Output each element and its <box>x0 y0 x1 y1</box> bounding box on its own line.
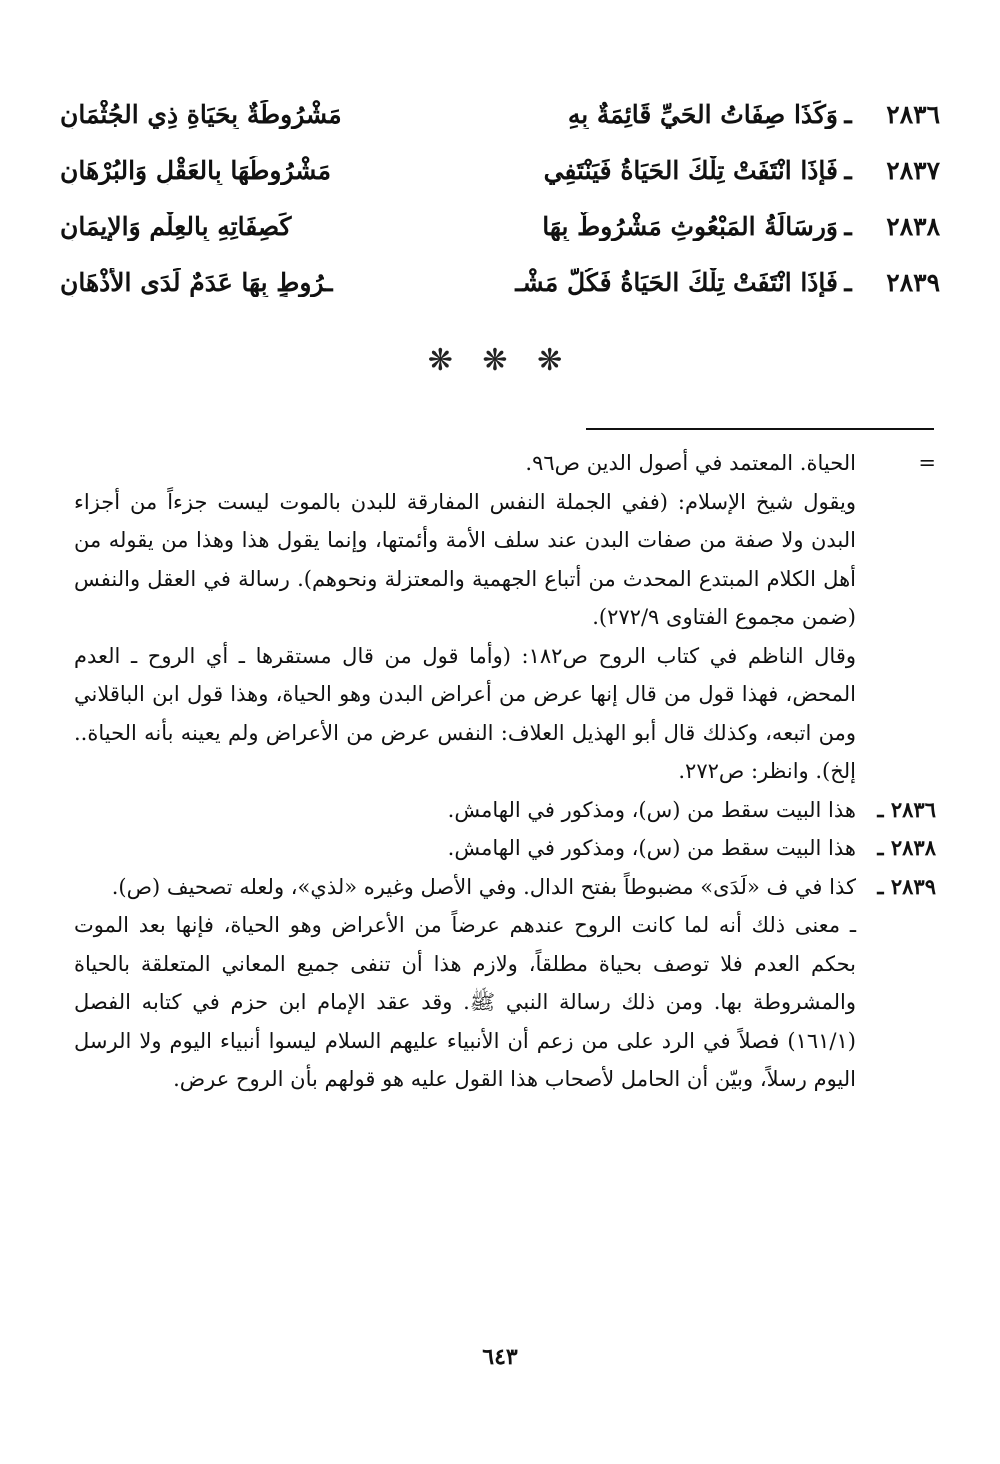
continuation-marker: = <box>918 451 936 475</box>
verse-dash: ـ <box>844 156 852 185</box>
first-hemistich: وَكَذَا صِفَاتُ الحَيِّ قَائِمَةٌ بِهِ <box>567 100 838 129</box>
first-hemistich: فَإِذَا انْتَفَتْ تِلْكَ الحَيَاةُ فَيَنْتَفِي <box>543 156 838 185</box>
footnote-text: ـ معنى ذلك أنه لما كانت الروح عندهم عرضاً من الأعراض وهو الحياة، فإنها بعد الموت بحكم العدم فلا توصف بحياة مطلقاً، ولازم هذا أن تنفى جميع المعاني المتعلقة بالحياة والمشروطة بها. ومن ذلك رسالة النبي ﷺ. وقد عقد الإمام ابن حزم في كتابه الفصل (١٦١/١) فصلاً في الرد على من زعم أن الأنبياء عليهم السلام ليسوا أنبياء اليوم ولا الرسل اليوم رسلاً، وبيّن أن الحامل لأصحاب هذا القول عليه هو قولهم بأن الروح عرض. <box>74 913 856 1091</box>
verse-dash: ـ <box>844 212 852 241</box>
footnote <box>74 444 936 483</box>
footnote-separator-rule <box>586 428 934 430</box>
footnote-text: وقال الناظم في كتاب الروح ص١٨٢: (وأما قول من قال مستقرها ـ أي الروح ـ العدم المحض، فهذا قول من قال إنها عرض من أعراض البدن وهو الحياة، وهذا قول ابن الباقلاني ومن اتبعه، وكذلك قال أبو الهذيل العلاف: النفس عرض من الأعراض ولم يعينه بأنه الحياة.. إلخ). وانظر: ص٢٧٢. <box>74 643 856 783</box>
page-number: ٦٤٣ <box>482 1344 518 1370</box>
verse-number: ٢٨٣٦ <box>886 100 940 129</box>
second-hemistich: كَصِفَاتِهِ بِالعِلْمِ وَالإِيمَانِ <box>60 212 292 241</box>
footnote <box>74 637 936 791</box>
second-hemistich: مَشْرُوطُهَا بِالعَقْلِ وَالبُرْهَانِ <box>60 156 331 185</box>
verse-number: ٢٨٣٧ <box>886 156 940 185</box>
second-hemistich: مَشْرُوطَةٌ بِحَيَاةِ ذِي الجُثْمَانِ <box>60 100 342 129</box>
footnote <box>74 483 936 637</box>
footnote-verse-number: ٢٨٣٨ ـ <box>877 835 936 860</box>
verse-number: ٢٨٣٨ <box>886 212 940 241</box>
section-separator-stars: ❋ ❋ ❋ <box>427 343 573 378</box>
footnote <box>74 906 936 1099</box>
footnote-verse-number: ٢٨٣٩ ـ <box>877 873 936 899</box>
footnote <box>74 868 936 907</box>
verses-block <box>60 100 940 324</box>
verse-line <box>60 100 940 156</box>
first-hemistich: فَإِذَا انْتَفَتْ تِلْكَ الحَيَاةُ فَكُلُّ مَشْـ <box>515 268 838 297</box>
verse-dash: ـ <box>844 100 852 129</box>
second-hemistich: ـرُوطٍ بِهَا عَدَمٌ لَدَى الأَذْهَانِ <box>60 268 333 297</box>
verse-line <box>60 156 940 212</box>
footnote-verse-number: ٢٨٣٦ ـ <box>877 796 936 822</box>
verse-dash: ـ <box>844 268 852 297</box>
verse-line <box>60 268 940 324</box>
footnote-text: هذا البيت سقط من (س)، ومذكور في الهامش. <box>447 797 856 822</box>
footnote <box>74 829 936 868</box>
footnote-text: هذا البيت سقط من (س)، ومذكور في الهامش. <box>447 836 856 860</box>
footnotes-block <box>74 444 936 1099</box>
footnote <box>74 791 936 830</box>
footnote-text: ويقول شيخ الإسلام: (ففي الجملة النفس المفارقة للبدن بالموت ليست جزءاً من أجزاء البدن ولا صفة من صفات البدن عند سلف الأمة وأئمتها، وإنما يقول هذا وهذا من يقوله من أهل الكلام المبتدع المحدث من أتباع الجهمية والمعتزلة ونحوهم). رسالة في العقل والنفس (ضمن مجموع الفتاوى ٢٧٢/٩). <box>74 489 856 629</box>
footnote-text: كذا في ف «لَدَى» مضبوطاً بفتح الدال. وفي الأصل وغيره «لذي»، ولعله تصحيف (ص). <box>111 874 856 899</box>
verse-line <box>60 212 940 268</box>
verse-number: ٢٨٣٩ <box>886 268 940 297</box>
footnote-text: الحياة. المعتمد في أصول الدين ص٩٦. <box>525 451 856 475</box>
first-hemistich: وَرِسَالَةُ المَبْعُوثِ مَشْرُوطٌ بِهَا <box>542 212 838 241</box>
